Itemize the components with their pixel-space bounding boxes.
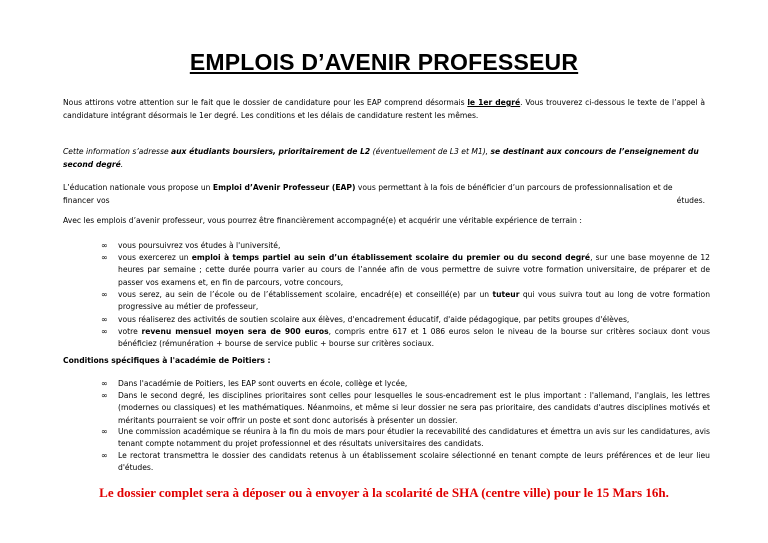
bullet-icon: ∞ <box>101 315 108 324</box>
eap-intro-last-line <box>63 194 705 207</box>
page-title: EMPLOIS D’AVENIR PROFESSEUR <box>189 49 579 75</box>
list-item-text: vous poursuivrez vos études à l'université, <box>118 241 281 250</box>
list-item-highlight: tuteur <box>492 290 520 299</box>
list-item-text: Le rectorat transmettra le dossier des candidats retenus à un établissement scolaire sélectionné en tenant compte de leurs préférences et de leur lieu d'études. <box>118 451 710 473</box>
eap-intro-etudes: études. <box>676 196 705 205</box>
bullet-icon: ∞ <box>101 290 108 299</box>
bullet-icon: ∞ <box>101 327 108 336</box>
bullet-icon: ∞ <box>101 427 108 436</box>
bullet-icon: ∞ <box>101 391 108 400</box>
list-item-text: Dans l'académie de Poitiers, les EAP sont ouverts en école, collège et lycée, <box>118 379 408 388</box>
bullet-icon: ∞ <box>101 253 108 262</box>
list-item-highlight: emploi à temps partiel au sein d’un établissement scolaire du premier ou du second degré <box>191 253 591 262</box>
conditions-heading: Conditions spécifiques à l'académie de Poitiers : <box>63 356 271 365</box>
avec-paragraph: Avec les emplois d’avenir professeur, vous pourrez être financièrement accompagné(e) et acquérir une véritable expérience de terrain : <box>63 216 582 225</box>
intro-text: Nous attirons votre attention sur le fait que le dossier de candidature pour les EAP comprend désormais <box>63 98 468 107</box>
list-item-text: vous réaliserez des activités de soutien scolaire aux élèves, d'encadrement éducatif, d'aide pédagogique, par petits groupes d'élèves, <box>118 315 630 324</box>
eap-intro-text-end: vous permettant à la fois de bénéficier d’un parcours de professionnalisation et de financer vos <box>63 183 673 205</box>
target-text-mid: (éventuellement de L3 et M1), <box>370 147 491 156</box>
eap-intro-highlight: Emploi d’Avenir Professeur (EAP) <box>212 183 356 192</box>
intro-text-end: . Vous trouverez ci-dessous le texte de l’appel à candidature intégrant désormais le 1er degré. Les conditions et les délais de candidature restent les mêmes. <box>63 98 705 120</box>
list-item-highlight: revenu mensuel moyen sera de 900 euros <box>141 327 329 336</box>
list-item-text: votre revenu mensuel moyen sera de 900 euros, compris entre 617 et 1 086 euros selon le niveau de la bourse sur critères sociaux dont vous bénéficiez (rémunération + bourse de service public + bourse sur critères sociaux. <box>118 327 710 349</box>
target-text-end: . <box>120 160 124 169</box>
list-item-text: Une commission académique se réunira à la fin du mois de mars pour étudier la recevabilité des candidatures et émettra un avis sur les candidatures, avis tenant compte notamment du projet professionnel et des résultats universitaires des candidats. <box>118 427 710 449</box>
intro-highlight: le 1er degré <box>467 98 521 107</box>
list-item-text: Dans le second degré, les disciplines prioritaires sont celles pour lesquelles le sous-encadrement est le plus important : l'allemand, l'anglais, les lettres (modernes ou classiques) et les mathématiques. Néanmoins, et même si leur dossier ne sera pas prioritaire, des candidats d'autres disciplines motivés et méritants pourraient se voir offrir un poste et sont donc autorisés à présenter un dossier. <box>118 391 710 425</box>
list-item-text: vous exercerez un emploi à temps partiel au sein d’un établissement scolaire du premier ou du second degré, sur une base moyenne de 12 heures par semaine ; cette durée pourra varier au cours de l’année afin de vous permettre de suivre votre formation universitaire, de préparer et de passer vos examens et, en fin de parcours, votre concours, <box>118 253 710 287</box>
target-text: Cette information s’adresse <box>63 147 172 156</box>
bullet-icon: ∞ <box>101 451 108 460</box>
list-item-text: vous serez, au sein de l’école ou de l’établissement scolaire, encadré(e) et conseillé(e) par un tuteur qui vous suivra tout au long de votre formation progressive au métier de professeur, <box>118 290 711 312</box>
eap-intro-text: L’éducation nationale vous propose un <box>63 183 213 192</box>
bullet-icon: ∞ <box>101 241 108 250</box>
bullet-icon: ∞ <box>101 379 108 388</box>
target-highlight-2: se destinant aux concours de l’enseignement du second degré <box>63 147 699 169</box>
final-notice: Le dossier complet sera à déposer ou à envoyer à la scolarité de SHA (centre ville) pour le 15 Mars 16h. <box>99 485 669 500</box>
intro-paragraph <box>63 96 705 122</box>
target-paragraph <box>63 145 705 171</box>
target-highlight: aux étudiants boursiers, prioritairement de L2 <box>171 147 371 156</box>
